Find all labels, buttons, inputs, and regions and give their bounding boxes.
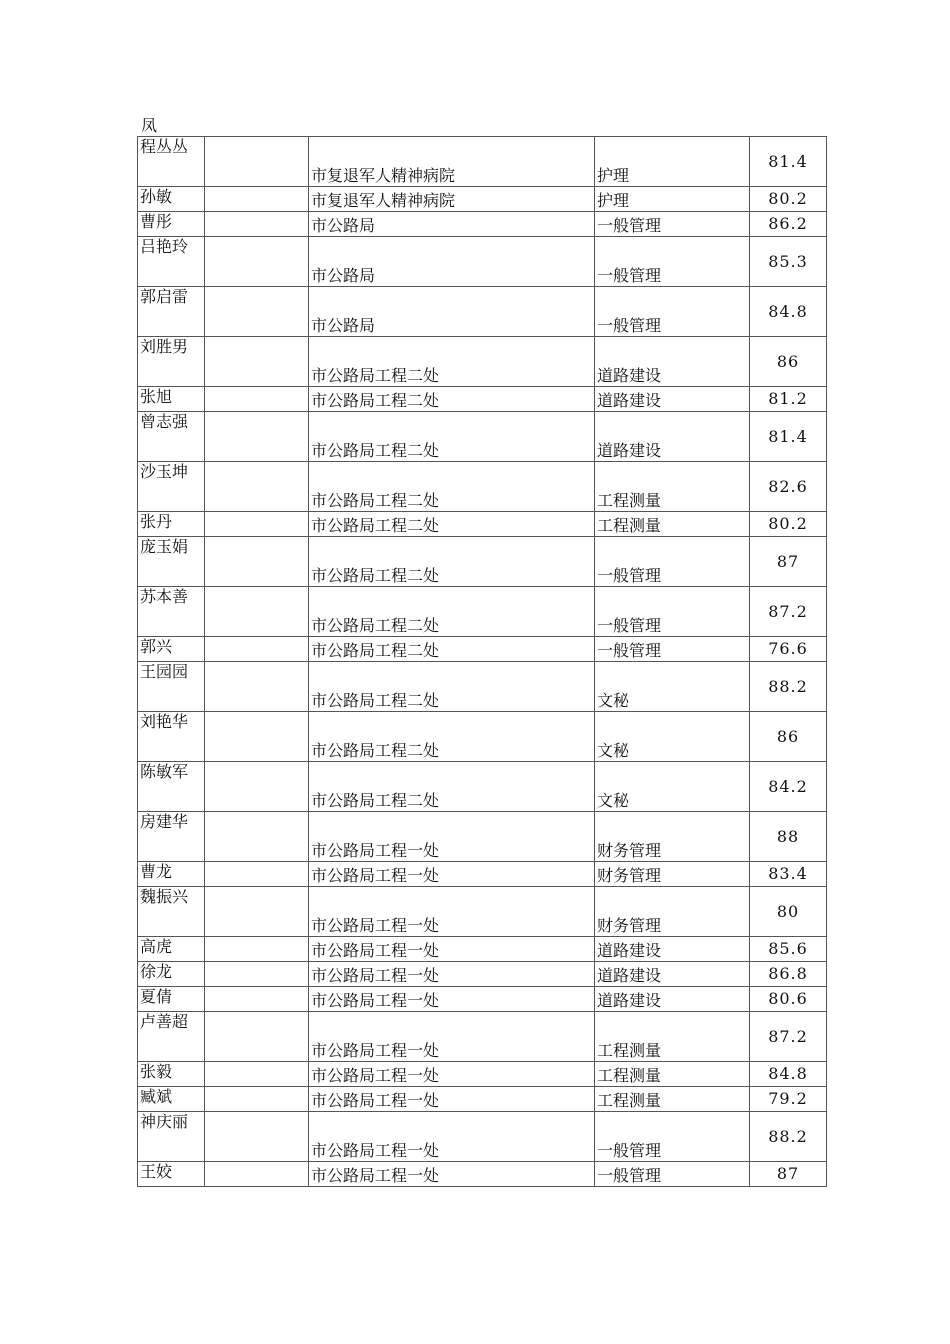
- score-cell: 86.8: [750, 962, 827, 987]
- score-cell: 86: [750, 712, 827, 762]
- unit-cell: 市公路局工程一处: [309, 1112, 595, 1162]
- blank-cell: [205, 387, 309, 412]
- score-cell: 86.2: [750, 212, 827, 237]
- name-cell: 房建华: [138, 812, 205, 862]
- table-row: [138, 187, 827, 212]
- name-cell: 刘胜男: [138, 337, 205, 387]
- job-cell: 一般管理: [595, 237, 750, 287]
- job-cell: 一般管理: [595, 587, 750, 637]
- table-row: [138, 987, 827, 1012]
- score-cell: 88: [750, 812, 827, 862]
- unit-cell: 市公路局工程二处: [309, 412, 595, 462]
- blank-cell: [205, 587, 309, 637]
- unit-cell: 市公路局工程一处: [309, 962, 595, 987]
- blank-cell: [205, 187, 309, 212]
- job-cell: 一般管理: [595, 1112, 750, 1162]
- blank-cell: [205, 537, 309, 587]
- name-cell: 郭兴: [138, 637, 205, 662]
- blank-cell: [205, 862, 309, 887]
- unit-cell: 市公路局工程二处: [309, 387, 595, 412]
- job-cell: 工程测量: [595, 462, 750, 512]
- score-cell: 87: [750, 537, 827, 587]
- unit-cell: 市复退军人精神病院: [309, 187, 595, 212]
- job-cell: 护理: [595, 187, 750, 212]
- unit-cell: 市复退军人精神病院: [309, 137, 595, 187]
- name-cell: 陈敏军: [138, 762, 205, 812]
- table-row: [138, 237, 827, 287]
- table-row: [138, 762, 827, 812]
- name-cell: 张毅: [138, 1062, 205, 1087]
- score-cell: 81.4: [750, 137, 827, 187]
- job-cell: 道路建设: [595, 937, 750, 962]
- blank-cell: [205, 212, 309, 237]
- unit-cell: 市公路局工程一处: [309, 1162, 595, 1187]
- blank-cell: [205, 662, 309, 712]
- score-cell: 81.4: [750, 412, 827, 462]
- blank-cell: [205, 1162, 309, 1187]
- blank-cell: [205, 1087, 309, 1112]
- job-cell: 道路建设: [595, 337, 750, 387]
- score-cell: 85.3: [750, 237, 827, 287]
- blank-cell: [205, 237, 309, 287]
- blank-cell: [205, 412, 309, 462]
- blank-cell: [205, 337, 309, 387]
- job-cell: 工程测量: [595, 512, 750, 537]
- name-cell: 王姣: [138, 1162, 205, 1187]
- table-row: [138, 212, 827, 237]
- score-cell: 80.2: [750, 187, 827, 212]
- table-row: [138, 662, 827, 712]
- unit-cell: 市公路局工程二处: [309, 637, 595, 662]
- blank-cell: [205, 1012, 309, 1062]
- unit-cell: 市公路局工程一处: [309, 812, 595, 862]
- carryover-text: 凤: [141, 116, 158, 135]
- table-row: [138, 712, 827, 762]
- score-cell: 84.8: [750, 287, 827, 337]
- unit-cell: 市公路局工程一处: [309, 1087, 595, 1112]
- score-cell: 80: [750, 887, 827, 937]
- unit-cell: 市公路局工程一处: [309, 937, 595, 962]
- table-row: [138, 1162, 827, 1187]
- job-cell: 道路建设: [595, 987, 750, 1012]
- unit-cell: 市公路局: [309, 287, 595, 337]
- unit-cell: 市公路局工程一处: [309, 1062, 595, 1087]
- job-cell: 财务管理: [595, 887, 750, 937]
- score-cell: 82.6: [750, 462, 827, 512]
- table-row: [138, 812, 827, 862]
- score-cell: 88.2: [750, 662, 827, 712]
- unit-cell: 市公路局工程一处: [309, 887, 595, 937]
- name-cell: 神庆丽: [138, 1112, 205, 1162]
- name-cell: 曹彤: [138, 212, 205, 237]
- name-cell: 郭启雷: [138, 287, 205, 337]
- score-cell: 80.6: [750, 987, 827, 1012]
- job-cell: 一般管理: [595, 1162, 750, 1187]
- table-row: [138, 937, 827, 962]
- table-row: [138, 962, 827, 987]
- blank-cell: [205, 462, 309, 512]
- table-row: [138, 137, 827, 187]
- table-row: [138, 512, 827, 537]
- name-cell: 曾志强: [138, 412, 205, 462]
- blank-cell: [205, 887, 309, 937]
- table-row: [138, 1112, 827, 1162]
- results-table: [137, 136, 827, 1187]
- unit-cell: 市公路局工程二处: [309, 662, 595, 712]
- score-cell: 80.2: [750, 512, 827, 537]
- table-row: [138, 387, 827, 412]
- name-cell: 王园园: [138, 662, 205, 712]
- name-cell: 刘艳华: [138, 712, 205, 762]
- blank-cell: [205, 987, 309, 1012]
- table-row: [138, 537, 827, 587]
- name-cell: 程丛丛: [138, 137, 205, 187]
- score-cell: 87.2: [750, 1012, 827, 1062]
- name-cell: 高虎: [138, 937, 205, 962]
- blank-cell: [205, 1112, 309, 1162]
- name-cell: 苏本善: [138, 587, 205, 637]
- job-cell: 一般管理: [595, 637, 750, 662]
- name-cell: 孙敏: [138, 187, 205, 212]
- name-cell: 臧斌: [138, 1087, 205, 1112]
- name-cell: 曹龙: [138, 862, 205, 887]
- job-cell: 一般管理: [595, 537, 750, 587]
- unit-cell: 市公路局工程二处: [309, 587, 595, 637]
- unit-cell: 市公路局工程二处: [309, 337, 595, 387]
- score-cell: 76.6: [750, 637, 827, 662]
- job-cell: 道路建设: [595, 387, 750, 412]
- table-row: [138, 462, 827, 512]
- blank-cell: [205, 937, 309, 962]
- score-cell: 83.4: [750, 862, 827, 887]
- table-row: [138, 1087, 827, 1112]
- score-cell: 84.2: [750, 762, 827, 812]
- score-cell: 87: [750, 1162, 827, 1187]
- blank-cell: [205, 637, 309, 662]
- job-cell: 文秘: [595, 762, 750, 812]
- unit-cell: 市公路局工程一处: [309, 1012, 595, 1062]
- job-cell: 道路建设: [595, 412, 750, 462]
- unit-cell: 市公路局工程一处: [309, 987, 595, 1012]
- job-cell: 工程测量: [595, 1012, 750, 1062]
- name-cell: 张丹: [138, 512, 205, 537]
- job-cell: 一般管理: [595, 212, 750, 237]
- blank-cell: [205, 137, 309, 187]
- unit-cell: 市公路局: [309, 212, 595, 237]
- blank-cell: [205, 812, 309, 862]
- job-cell: 财务管理: [595, 862, 750, 887]
- table-row: [138, 337, 827, 387]
- job-cell: 护理: [595, 137, 750, 187]
- table-row: [138, 1062, 827, 1087]
- name-cell: 徐龙: [138, 962, 205, 987]
- blank-cell: [205, 512, 309, 537]
- unit-cell: 市公路局工程二处: [309, 762, 595, 812]
- name-cell: 吕艳玲: [138, 237, 205, 287]
- blank-cell: [205, 762, 309, 812]
- name-cell: 魏振兴: [138, 887, 205, 937]
- job-cell: 一般管理: [595, 287, 750, 337]
- name-cell: 张旭: [138, 387, 205, 412]
- table-row: [138, 1012, 827, 1062]
- score-cell: 88.2: [750, 1112, 827, 1162]
- table-row: [138, 587, 827, 637]
- job-cell: 财务管理: [595, 812, 750, 862]
- blank-cell: [205, 712, 309, 762]
- unit-cell: 市公路局工程二处: [309, 462, 595, 512]
- score-cell: 79.2: [750, 1087, 827, 1112]
- score-cell: 86: [750, 337, 827, 387]
- unit-cell: 市公路局工程二处: [309, 537, 595, 587]
- table-row: [138, 287, 827, 337]
- unit-cell: 市公路局工程二处: [309, 712, 595, 762]
- name-cell: 夏倩: [138, 987, 205, 1012]
- job-cell: 工程测量: [595, 1062, 750, 1087]
- blank-cell: [205, 962, 309, 987]
- table-row: [138, 887, 827, 937]
- name-cell: 卢善超: [138, 1012, 205, 1062]
- job-cell: 道路建设: [595, 962, 750, 987]
- table-row: [138, 637, 827, 662]
- blank-cell: [205, 287, 309, 337]
- table-row: [138, 862, 827, 887]
- unit-cell: 市公路局工程二处: [309, 512, 595, 537]
- job-cell: 文秘: [595, 712, 750, 762]
- job-cell: 文秘: [595, 662, 750, 712]
- score-cell: 84.8: [750, 1062, 827, 1087]
- score-cell: 87.2: [750, 587, 827, 637]
- score-cell: 81.2: [750, 387, 827, 412]
- job-cell: 工程测量: [595, 1087, 750, 1112]
- blank-cell: [205, 1062, 309, 1087]
- name-cell: 庞玉娟: [138, 537, 205, 587]
- score-cell: 85.6: [750, 937, 827, 962]
- table-row: [138, 412, 827, 462]
- name-cell: 沙玉坤: [138, 462, 205, 512]
- unit-cell: 市公路局工程一处: [309, 862, 595, 887]
- unit-cell: 市公路局: [309, 237, 595, 287]
